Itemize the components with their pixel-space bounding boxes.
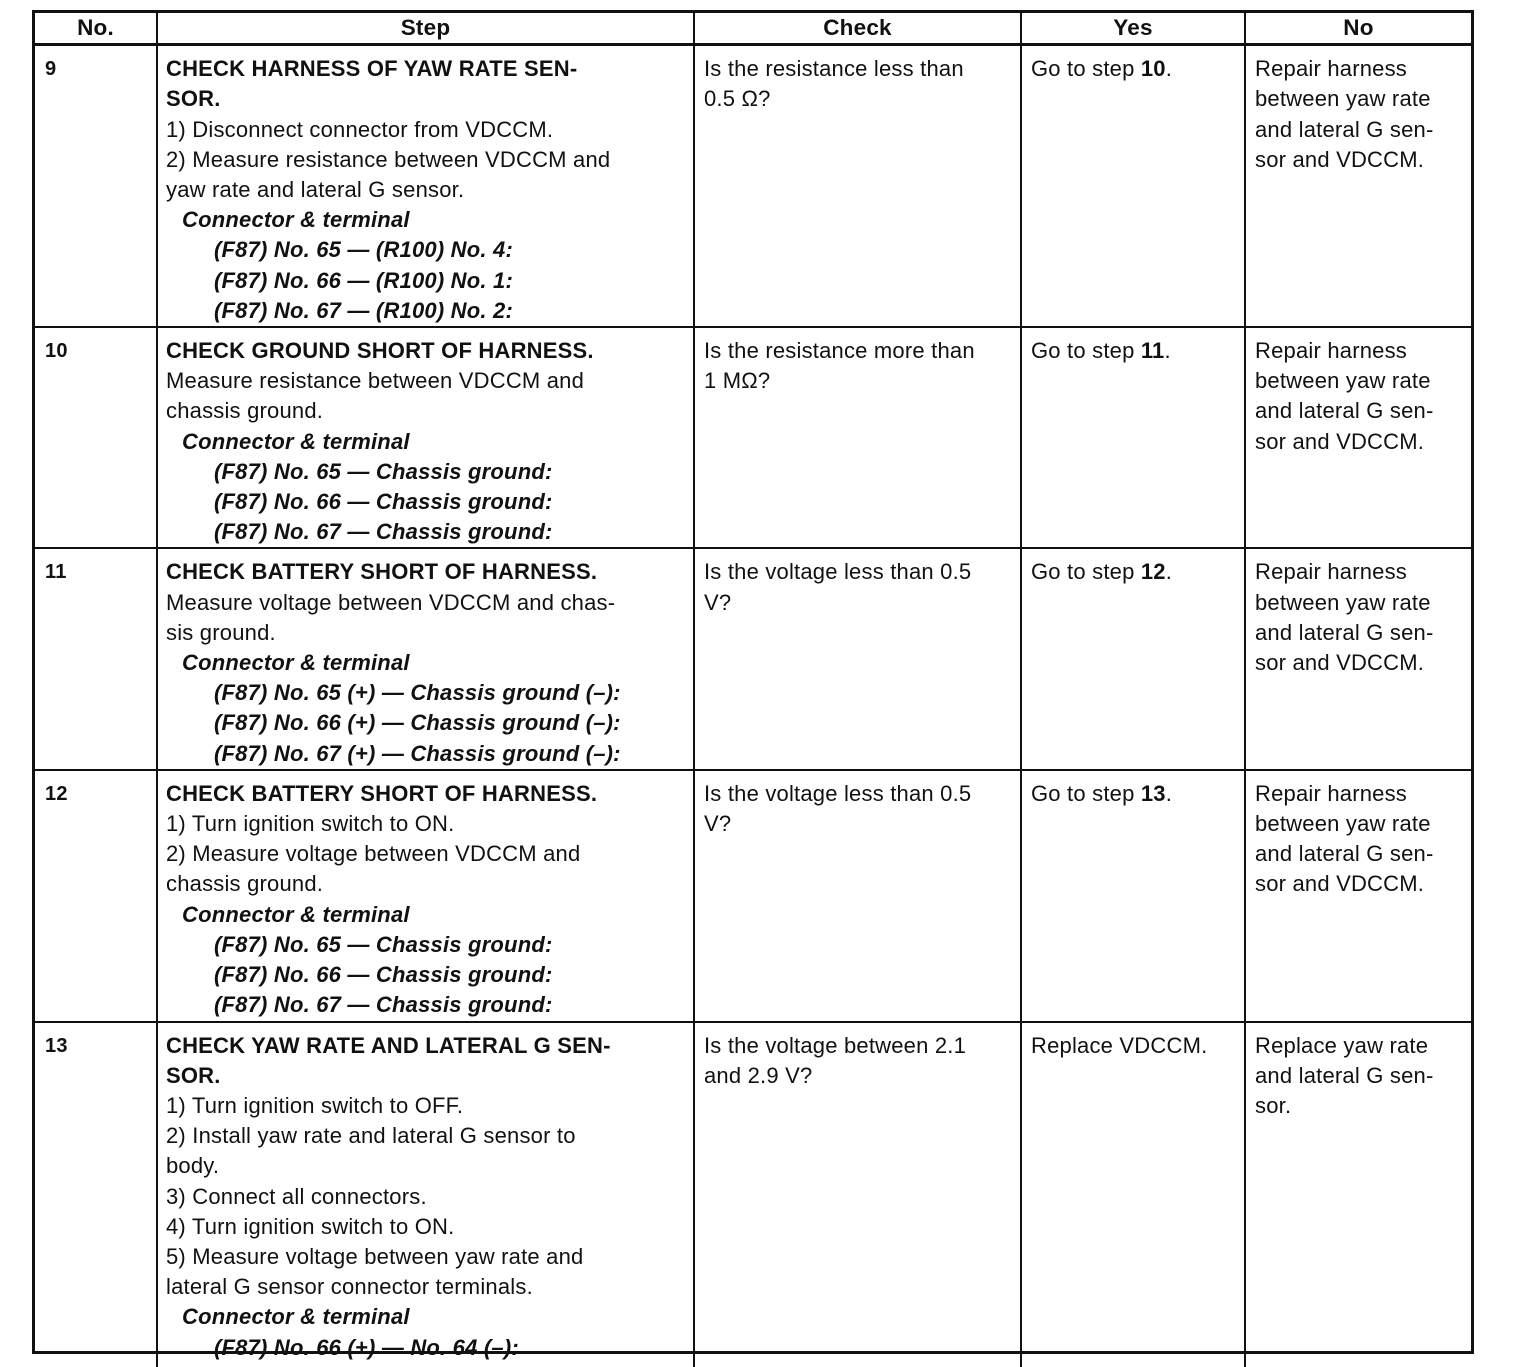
step-title: CHECK YAW RATE AND LATERAL G SEN-: [166, 1032, 611, 1058]
step-instruction: 2) Measure voltage between VDCCM and: [166, 841, 581, 867]
connector-terminal: (F87) No. 66 — (R100) No. 1:: [214, 267, 513, 293]
header-yes: Yes: [1021, 13, 1245, 45]
connector-terminal: (F87) No. 67 — Chassis ground:: [214, 519, 553, 545]
step-instruction: body.: [166, 1153, 220, 1179]
connector-terminal: (F87) No. 65 — Chassis ground:: [214, 931, 553, 957]
yes-action: [1021, 1022, 1245, 1367]
no-action: [1245, 1022, 1471, 1367]
check-question: [694, 45, 1021, 327]
yes-action: [1021, 45, 1245, 327]
yes-text: Go to step: [1031, 780, 1141, 806]
yes-suffix: .: [1165, 559, 1173, 585]
step-instruction: yaw rate and lateral G sensor.: [166, 177, 465, 203]
step-title: CHECK HARNESS OF YAW RATE SEN-: [166, 56, 578, 82]
table-row: [35, 770, 1471, 1022]
no-action-line: Repair harness: [1255, 56, 1407, 82]
step-instruction: 1) Turn ignition switch to OFF.: [166, 1092, 464, 1118]
yes-step-number: 10: [1140, 56, 1166, 82]
connector-title: Connector & terminal: [182, 901, 410, 927]
step-description: [157, 548, 694, 769]
no-action: [1245, 327, 1471, 548]
no-action-line: between yaw rate: [1255, 589, 1431, 615]
no-action: [1245, 45, 1471, 327]
step-description: [157, 327, 694, 548]
check-line: Is the resistance less than: [704, 56, 964, 82]
step-title: CHECK BATTERY SHORT OF HARNESS.: [166, 780, 598, 806]
connector-terminal: (F87) No. 67 (+) — Chassis ground (–):: [214, 740, 621, 766]
step-number: 11: [35, 548, 157, 769]
check-line: Is the voltage less than 0.5: [704, 559, 972, 585]
table-row: [35, 45, 1471, 327]
step-instruction: lateral G sensor connector terminals.: [166, 1274, 533, 1300]
no-action-line: sor and VDCCM.: [1255, 428, 1425, 454]
connector-title: Connector & terminal: [182, 428, 410, 454]
no-action: [1245, 548, 1471, 769]
step-title: CHECK BATTERY SHORT OF HARNESS.: [166, 559, 598, 585]
diagnostic-table-sheet: [32, 10, 1474, 1360]
diagnostic-table: [35, 13, 1471, 1367]
check-question: [694, 770, 1021, 1022]
yes-step-number: 13: [1140, 780, 1166, 806]
step-instruction: 3) Connect all connectors.: [166, 1183, 427, 1209]
table-row: [35, 1022, 1471, 1367]
step-instruction: chassis ground.: [166, 398, 324, 424]
header-row: [35, 13, 1471, 45]
no-action-line: Repair harness: [1255, 780, 1407, 806]
no-action-line: and lateral G sen-: [1255, 841, 1434, 867]
check-line: 1 MΩ?: [704, 368, 771, 394]
step-description: [157, 770, 694, 1022]
table-body: [35, 45, 1471, 1367]
yes-suffix: .: [1164, 338, 1171, 364]
step-description: [157, 1022, 694, 1367]
step-instruction: chassis ground.: [166, 871, 324, 897]
step-instruction: 2) Measure resistance between VDCCM and: [166, 146, 611, 172]
connector-terminal: (F87) No. 65 — Chassis ground:: [214, 458, 553, 484]
connector-terminal: (F87) No. 66 — Chassis ground:: [214, 962, 553, 988]
header-no-action: No: [1245, 13, 1471, 45]
step-title: CHECK GROUND SHORT OF HARNESS.: [166, 338, 594, 364]
yes-step-number: 11: [1140, 338, 1165, 364]
no-action: [1245, 770, 1471, 1022]
step-number: 9: [35, 45, 157, 327]
yes-suffix: .: [1165, 780, 1173, 806]
check-question: [694, 548, 1021, 769]
connector-terminal: (F87) No. 65 (+) — Chassis ground (–):: [214, 680, 621, 706]
no-action-line: and lateral G sen-: [1255, 1062, 1434, 1088]
check-line: V?: [704, 811, 732, 837]
step-instruction: sis ground.: [166, 619, 276, 645]
check-question: [694, 1022, 1021, 1367]
check-line: Is the voltage less than 0.5: [704, 780, 972, 806]
step-description: [157, 45, 694, 327]
step-instruction: 1) Disconnect connector from VDCCM.: [166, 116, 554, 142]
no-action-line: Replace yaw rate: [1255, 1032, 1429, 1058]
yes-step-number: 12: [1140, 559, 1166, 585]
no-action-line: sor and VDCCM.: [1255, 871, 1425, 897]
step-instruction: Measure resistance between VDCCM and: [166, 368, 585, 394]
yes-action: [1021, 770, 1245, 1022]
header-no: No.: [35, 13, 157, 45]
step-instruction: 4) Turn ignition switch to ON.: [166, 1213, 455, 1239]
check-line: and 2.9 V?: [704, 1062, 813, 1088]
check-question: [694, 327, 1021, 548]
yes-suffix: .: [1165, 56, 1173, 82]
no-action-line: sor and VDCCM.: [1255, 650, 1425, 676]
no-action-line: sor.: [1255, 1092, 1292, 1118]
table-row: [35, 548, 1471, 769]
yes-action: [1021, 327, 1245, 548]
no-action-line: between yaw rate: [1255, 368, 1431, 394]
no-action-line: between yaw rate: [1255, 86, 1431, 112]
yes-text: Go to step: [1031, 56, 1141, 82]
step-title: SOR.: [166, 1062, 221, 1088]
no-action-line: and lateral G sen-: [1255, 398, 1434, 424]
connector-title: Connector & terminal: [182, 1304, 410, 1330]
step-number: 13: [35, 1022, 157, 1367]
no-action-line: Repair harness: [1255, 559, 1407, 585]
step-instruction: Measure voltage between VDCCM and chas-: [166, 589, 616, 615]
no-action-line: Repair harness: [1255, 338, 1407, 364]
header-step: Step: [157, 13, 694, 45]
yes-text: Go to step: [1031, 338, 1141, 364]
connector-terminal: (F87) No. 66 (+) — Chassis ground (–):: [214, 710, 621, 736]
check-line: V?: [704, 589, 732, 615]
connector-terminal: (F87) No. 67 — (R100) No. 2:: [214, 297, 513, 323]
check-line: Is the resistance more than: [704, 338, 975, 364]
no-action-line: and lateral G sen-: [1255, 619, 1434, 645]
yes-text: Go to step: [1031, 559, 1141, 585]
check-line: 0.5 Ω?: [704, 86, 771, 112]
yes-action: [1021, 548, 1245, 769]
connector-title: Connector & terminal: [182, 650, 410, 676]
header-check: Check: [694, 13, 1021, 45]
connector-title: Connector & terminal: [182, 207, 410, 233]
step-instruction: 5) Measure voltage between yaw rate and: [166, 1243, 584, 1269]
step-number: 12: [35, 770, 157, 1022]
yes-text: Replace VDCCM.: [1031, 1032, 1208, 1058]
no-action-line: sor and VDCCM.: [1255, 146, 1425, 172]
connector-terminal: (F87) No. 65 — (R100) No. 4:: [214, 237, 513, 263]
no-action-line: between yaw rate: [1255, 811, 1431, 837]
step-title: SOR.: [166, 86, 221, 112]
connector-terminal: (F87) No. 66 (+) — No. 64 (–):: [214, 1334, 519, 1360]
check-line: Is the voltage between 2.1: [704, 1032, 967, 1058]
connector-terminal: (F87) No. 66 — Chassis ground:: [214, 489, 553, 515]
step-instruction: 2) Install yaw rate and lateral G sensor to: [166, 1123, 576, 1149]
no-action-line: and lateral G sen-: [1255, 116, 1434, 142]
table-row: [35, 327, 1471, 548]
step-instruction: 1) Turn ignition switch to ON.: [166, 811, 455, 837]
connector-terminal: (F87) No. 67 — Chassis ground:: [214, 992, 553, 1018]
step-number: 10: [35, 327, 157, 548]
